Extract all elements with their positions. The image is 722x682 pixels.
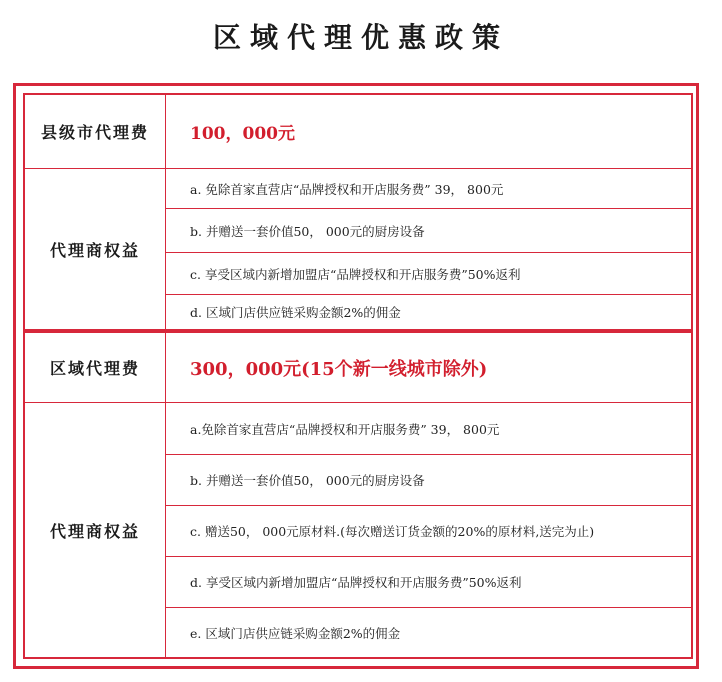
county-benefit-list (166, 169, 691, 329)
region-benefit-item: a.免除首家直营店“品牌授权和开店服务费” 39， 800元 (166, 403, 691, 455)
region-benefits-block (25, 403, 691, 657)
county-fee-value-cell (166, 95, 691, 168)
county-fee-value: 100，000元 (190, 124, 295, 144)
region-benefit-item: c. 赠送50， 000元原材料.(每次赠送订货金额的20%的原材料,送完为止) (166, 506, 691, 557)
county-fee-row (25, 95, 691, 169)
region-benefit-item: b. 并赠送一套价值50， 000元的厨房设备 (166, 455, 691, 506)
county-benefit-item: a. 免除首家直营店“品牌授权和开店服务费” 39， 800元 (166, 169, 691, 209)
region-benefit-list (166, 403, 691, 657)
county-benefit-item: b. 并赠送一套价值50， 000元的厨房设备 (166, 209, 691, 253)
county-benefits-label: 代理商权益 (25, 169, 166, 329)
page-title: 区域代理优惠政策 (212, 21, 509, 54)
region-fee-row (25, 333, 691, 403)
county-benefits-block (25, 169, 691, 329)
region-benefit-item: e. 区域门店供应链采购金额2%的佣金 (190, 625, 401, 641)
region-fee-value-cell (166, 333, 691, 402)
county-benefit-item: d. 区域门店供应链采购金额2%的佣金 (190, 305, 401, 320)
county-agent-section (23, 93, 693, 331)
county-fee-label: 县级市代理费 (25, 95, 166, 168)
region-benefit-item: d. 享受区域内新增加盟店“品牌授权和开店服务费”50%返利 (166, 557, 691, 608)
region-fee-label: 区域代理费 (25, 333, 166, 402)
region-fee-value: 300，000元(15个新一线城市除外) (190, 358, 488, 380)
county-benefit-item: c. 享受区域内新增加盟店“品牌授权和开店服务费”50%返利 (166, 253, 691, 295)
policy-table-frame (13, 83, 699, 669)
region-benefits-label: 代理商权益 (25, 403, 166, 657)
region-agent-section (23, 331, 693, 659)
